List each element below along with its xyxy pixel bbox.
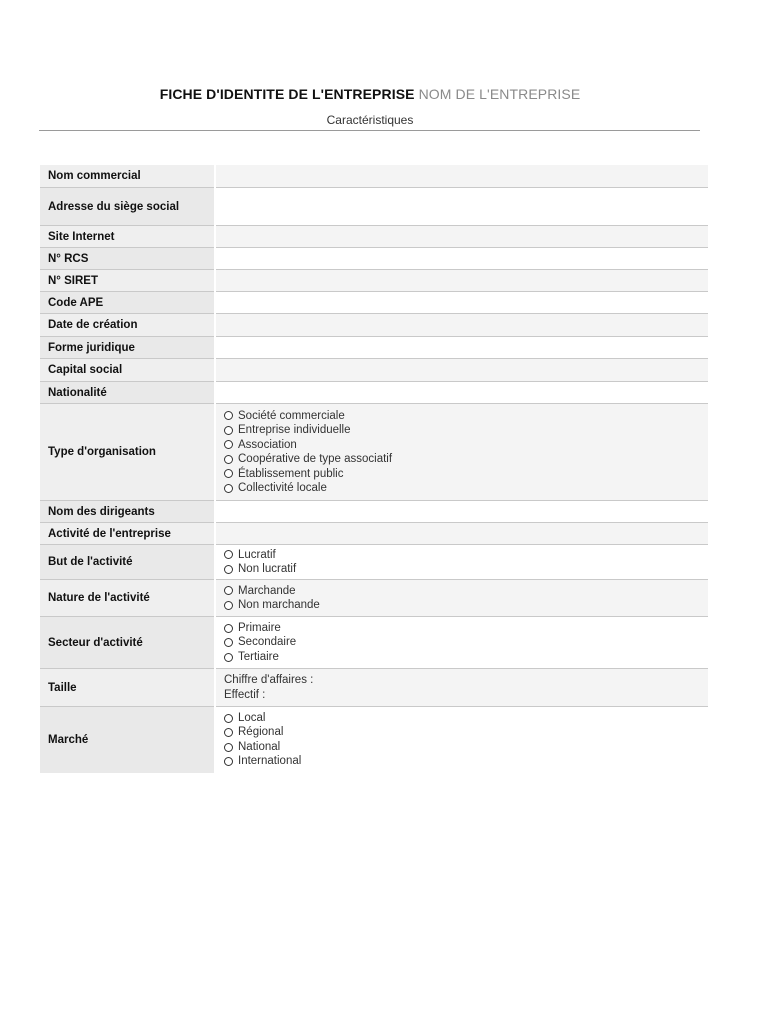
- table-row: [40, 188, 708, 226]
- row-label-type-organisation: Type d'organisation: [40, 404, 215, 501]
- row-label-rcs: N° RCS: [40, 248, 215, 270]
- table-row: [40, 617, 708, 669]
- row-label-but-activite: But de l'activité: [40, 545, 215, 580]
- row-label-taille: Taille: [40, 669, 215, 707]
- field-forme-juridique[interactable]: [215, 337, 708, 359]
- options-nature-activite: [215, 580, 708, 617]
- radio-circle-icon[interactable]: [224, 550, 233, 559]
- field-taille: [215, 669, 708, 707]
- radio-option[interactable]: [224, 711, 700, 726]
- section-subtitle: Caractéristiques: [326, 113, 414, 127]
- radio-circle-icon[interactable]: [224, 714, 233, 723]
- options-type-organisation: [215, 404, 708, 501]
- option-label: Non lucratif: [238, 563, 297, 575]
- option-label: Primaire: [238, 621, 281, 634]
- radio-circle-icon[interactable]: [224, 601, 233, 610]
- company-name-placeholder: NOM DE L'ENTREPRISE: [418, 86, 581, 102]
- radio-option[interactable]: [224, 621, 700, 636]
- form-title: FICHE D'IDENTITE DE L'ENTREPRISE: [159, 86, 415, 102]
- option-label: Collectivité locale: [238, 482, 327, 494]
- radio-circle-icon[interactable]: [224, 624, 233, 633]
- field-code-ape[interactable]: [215, 292, 708, 314]
- radio-circle-icon[interactable]: [224, 440, 233, 449]
- radio-option[interactable]: [224, 409, 700, 424]
- row-label-capital-social: Capital social: [40, 359, 215, 382]
- radio-circle-icon[interactable]: [224, 757, 233, 766]
- row-label-code-ape: Code APE: [40, 292, 215, 314]
- options-secteur-activite: [215, 617, 708, 669]
- row-label-nom-dirigeants: Nom des dirigeants: [40, 501, 215, 523]
- radio-option[interactable]: [224, 740, 700, 755]
- option-label: Non marchande: [238, 599, 320, 611]
- option-label: Lucratif: [238, 548, 276, 561]
- options-but-activite: [215, 545, 708, 580]
- option-label: Tertiaire: [238, 650, 279, 663]
- option-label: International: [238, 755, 302, 768]
- field-nom-commercial[interactable]: [215, 165, 708, 188]
- table-row: [40, 580, 708, 617]
- row-label-nature-activite: Nature de l'activité: [40, 580, 215, 617]
- option-label: Établissement public: [238, 467, 344, 480]
- option-label: Régional: [238, 726, 284, 739]
- table-row: [40, 404, 708, 501]
- table-row: [40, 359, 708, 382]
- radio-circle-icon[interactable]: [224, 638, 233, 647]
- radio-option[interactable]: [224, 635, 700, 650]
- table-row: [40, 292, 708, 314]
- field-nom-dirigeants[interactable]: [215, 501, 708, 523]
- table-row: [40, 270, 708, 292]
- radio-option[interactable]: [224, 584, 700, 599]
- row-label-activite-entreprise: Activité de l'entreprise: [40, 523, 215, 545]
- options-marche: [215, 707, 708, 773]
- option-label: Société commerciale: [238, 409, 345, 422]
- radio-circle-icon[interactable]: [224, 743, 233, 752]
- radio-option[interactable]: [224, 725, 700, 740]
- row-label-date-creation: Date de création: [40, 314, 215, 337]
- row-label-forme-juridique: Forme juridique: [40, 337, 215, 359]
- option-label: Local: [238, 711, 266, 724]
- table-row: [40, 382, 708, 404]
- title-divider: [39, 130, 700, 131]
- field-site-internet[interactable]: [215, 226, 708, 248]
- radio-option[interactable]: [224, 438, 700, 453]
- page-title: [0, 86, 740, 102]
- table-row: [40, 337, 708, 359]
- table-row: [40, 314, 708, 337]
- table-row: [40, 501, 708, 523]
- option-label: Marchande: [238, 584, 296, 597]
- company-identity-table: [40, 164, 708, 773]
- field-siret[interactable]: [215, 270, 708, 292]
- effectif-field[interactable]: Effectif :: [224, 688, 266, 701]
- row-label-adresse-siege: Adresse du siège social: [40, 188, 215, 226]
- row-label-secteur-activite: Secteur d'activité: [40, 617, 215, 669]
- field-rcs[interactable]: [215, 248, 708, 270]
- table-row: [40, 545, 708, 580]
- table-row: [40, 669, 708, 707]
- row-label-site-internet: Site Internet: [40, 226, 215, 248]
- radio-option[interactable]: [224, 481, 700, 496]
- radio-option[interactable]: [224, 754, 700, 769]
- field-activite-entreprise[interactable]: [215, 523, 708, 545]
- row-label-marche: Marché: [40, 707, 215, 773]
- radio-circle-icon[interactable]: [224, 484, 233, 493]
- radio-option[interactable]: [224, 650, 700, 665]
- table-row: [40, 165, 708, 188]
- field-adresse-siege[interactable]: [215, 188, 708, 226]
- option-label: National: [238, 740, 281, 753]
- option-label: Entreprise individuelle: [238, 424, 351, 436]
- chiffre-affaires-field[interactable]: Chiffre d'affaires :: [224, 674, 314, 686]
- radio-circle-icon[interactable]: [224, 411, 233, 420]
- option-label: Association: [238, 438, 297, 451]
- option-label: Coopérative de type associatif: [238, 453, 393, 465]
- row-label-nationalite: Nationalité: [40, 382, 215, 404]
- radio-circle-icon[interactable]: [224, 565, 233, 574]
- radio-circle-icon[interactable]: [224, 469, 233, 478]
- radio-option[interactable]: [224, 423, 700, 438]
- table-row: [40, 523, 708, 545]
- radio-circle-icon[interactable]: [224, 455, 233, 464]
- radio-option[interactable]: [224, 598, 700, 613]
- radio-circle-icon[interactable]: [224, 728, 233, 737]
- field-capital-social[interactable]: [215, 359, 708, 382]
- radio-circle-icon[interactable]: [224, 653, 233, 662]
- field-nationalite[interactable]: [215, 382, 708, 404]
- radio-option[interactable]: [224, 562, 700, 577]
- table-row: [40, 707, 708, 773]
- radio-circle-icon[interactable]: [224, 426, 233, 435]
- radio-option[interactable]: [224, 548, 700, 563]
- table-row: [40, 226, 708, 248]
- row-label-nom-commercial: Nom commercial: [40, 165, 215, 188]
- field-date-creation[interactable]: [215, 314, 708, 337]
- radio-option[interactable]: [224, 452, 700, 467]
- radio-circle-icon[interactable]: [224, 586, 233, 595]
- radio-option[interactable]: [224, 467, 700, 482]
- row-label-siret: N° SIRET: [40, 270, 215, 292]
- option-label: Secondaire: [238, 636, 297, 649]
- table-row: [40, 248, 708, 270]
